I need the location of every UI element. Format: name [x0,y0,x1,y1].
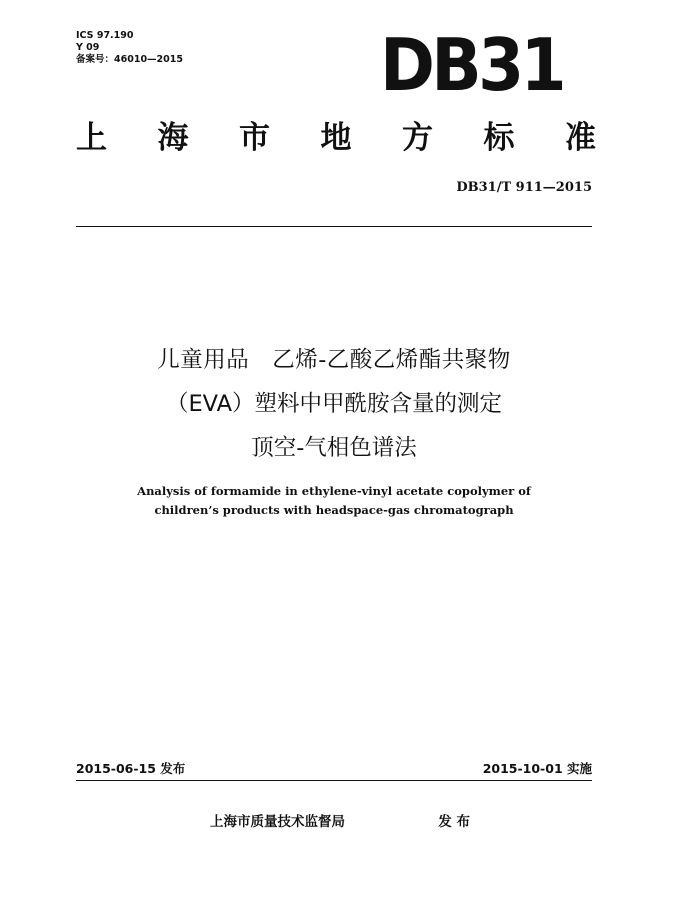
classification-code: Y 09 [76,42,100,53]
standard-type-char: 标 [483,120,515,156]
issue-date: 2015-06-15 发布 [76,761,186,776]
implementation-date: 2015-10-01 实施 [482,761,592,776]
standard-type-char: 地 [320,120,352,156]
standard-type-heading [76,118,596,158]
document-metadata [76,30,183,66]
standard-type-char: 方 [402,120,433,156]
chinese-title-line: 顶空-气相色谱法 [251,435,417,461]
standard-type-char: 市 [239,120,270,156]
ics-code: ICS 97.190 [76,30,134,41]
bottom-divider [76,780,592,781]
filing-number: 备案号：46010—2015 [76,54,183,65]
chinese-title [76,338,592,470]
top-divider [76,226,592,227]
standard-number: DB31/T 911—2015 [456,180,592,195]
publisher-name: 上海市质量技术监督局 [210,814,345,830]
chinese-title-line: 儿童用品 乙烯-乙酸乙烯酯共聚物 [157,347,511,373]
publisher-line [210,810,470,830]
standard-type-char: 海 [157,120,189,156]
english-title [96,482,572,520]
english-title-line: Analysis of formamide in ethylene-vinyl acetate copolymer of [137,484,531,498]
chinese-title-line: （EVA）塑料中甲酰胺含量的测定 [165,391,503,417]
standard-type-char: 上 [76,120,107,156]
standard-type-char: 准 [565,120,596,156]
db31-logo: DB31 [380,23,563,107]
english-title-line: children’s products with headspace-gas chromatograph [154,503,514,517]
publish-action: 发 布 [438,814,470,830]
